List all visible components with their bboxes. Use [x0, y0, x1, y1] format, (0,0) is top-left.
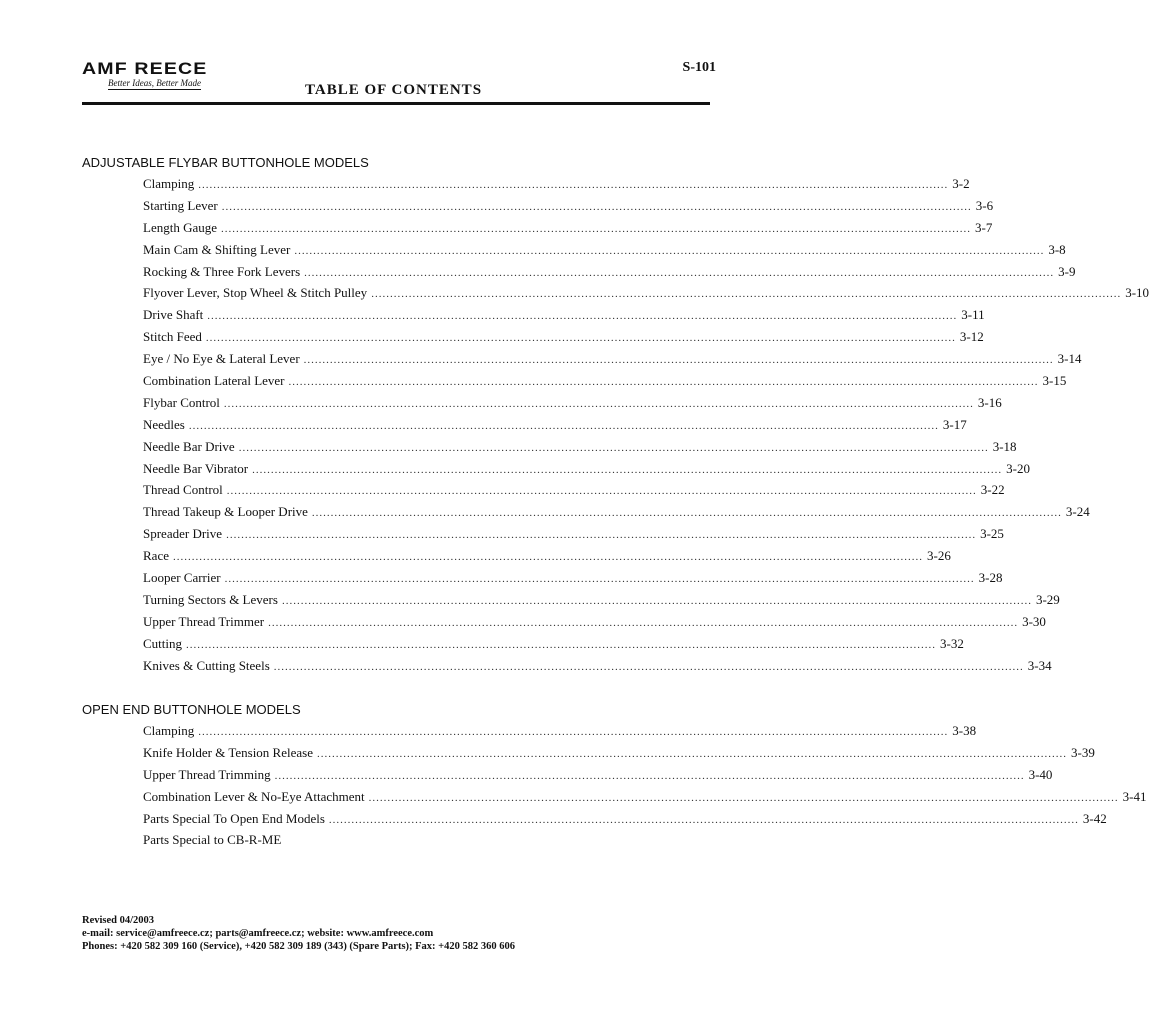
toc-entry	[143, 723, 977, 745]
dot-leader: ........................................................................................................................................................................................................	[288, 376, 1039, 389]
logo-tagline: Better Ideas, Better Made	[108, 78, 201, 88]
toc-entry	[143, 657, 1052, 680]
toc-entry	[143, 832, 662, 854]
header-divider	[82, 102, 710, 105]
toc-entry	[143, 788, 1147, 811]
toc-entry-title: Drive Shaft	[143, 307, 204, 323]
page-footer	[82, 914, 515, 953]
toc-entry-title: Main Cam & Shifting Lever	[143, 241, 291, 257]
dot-leader: ........................................................................................................................................................................................................	[198, 726, 949, 738]
contact-phones: Phones: +420 582 309 160 (Service), +420 582 309 189 (343) (Spare Parts); Fax: +420 582 360 606	[82, 941, 516, 952]
toc-entry-page: 3-22	[980, 482, 1005, 498]
toc-entry-page: 3-29	[1035, 591, 1060, 607]
toc-entry-page: 3-28	[978, 570, 1003, 586]
toc-entry-page: 3-42	[1082, 810, 1107, 826]
toc-entry-title: Spreader Drive	[143, 526, 223, 542]
toc-entry	[143, 810, 1107, 833]
toc-entry-page: 3-25	[980, 526, 1004, 542]
dot-leader: ........................................................................................................................................................................................................	[252, 463, 1003, 476]
dot-leader: ........................................................................................................................................................................................................	[328, 813, 1079, 826]
toc-entry-title: Knife Holder & Tension Release	[143, 744, 313, 760]
toc-entry-page: 3-39	[1070, 744, 1095, 760]
dot-leader: ........................................................................................................................................................................................................	[368, 791, 1119, 804]
toc-entry	[143, 241, 1066, 264]
toc-entry-page: 3-38	[952, 723, 977, 738]
toc-entry-page: 3-26	[926, 548, 951, 564]
toc-entry-title: Clamping	[143, 176, 195, 191]
page-title: TABLE OF CONTENTS	[305, 82, 483, 98]
toc-entry	[143, 329, 984, 351]
toc-entry	[143, 351, 1082, 373]
dot-leader: ........................................................................................................................................................................................................	[274, 769, 1025, 782]
dot-leader: ........................................................................................................................................................................................................	[221, 222, 972, 235]
toc-entry-title: Needle Bar Vibrator	[143, 460, 249, 476]
toc-entry	[143, 438, 1017, 461]
toc-entry	[143, 219, 993, 242]
dot-leader: ........................................................................................................................................................................................................	[172, 551, 923, 564]
dot-leader: ........................................................................................................................................................................................................	[311, 507, 1062, 520]
dot-leader: ........................................................................................................................................................................................................	[188, 419, 939, 432]
toc-section-open-end	[82, 701, 1147, 854]
toc-entry-title: Parts Special to CB-R-ME	[143, 832, 282, 848]
dot-leader: ........................................................................................................................................................................................................	[221, 200, 972, 213]
toc-entry-title: Thread Control	[143, 482, 223, 498]
toc-entry-title: Upper Thread Trimmer	[143, 613, 265, 629]
toc-entry	[143, 263, 1076, 286]
dot-leader: ........................................................................................................................................................................................................	[304, 266, 1055, 279]
toc-entry-page: 3-15	[1042, 373, 1067, 389]
dot-leader: ........................................................................................................................................................................................................	[205, 332, 956, 345]
toc-entry-title: Combination Lateral Lever	[143, 373, 285, 389]
toc-entry-title: Needles	[143, 416, 185, 432]
toc-entry-title: Race	[143, 548, 169, 564]
toc-entry-page: 3-34	[1027, 657, 1052, 673]
logo-wordmark: AMF REECE	[82, 59, 208, 78]
toc-entry-title: Turning Sectors & Levers	[143, 591, 278, 607]
toc-entry-title: Parts Special To Open End Models	[143, 810, 325, 826]
toc-entry	[143, 176, 970, 198]
toc-entry-page: 3-17	[942, 416, 967, 432]
toc-entry-title: Flybar Control	[143, 394, 220, 410]
toc-entry-page: 3-7	[975, 219, 993, 235]
toc-entry-page: 3-14	[1057, 351, 1082, 367]
toc-entry	[143, 570, 1003, 592]
toc-entry	[143, 613, 1046, 636]
toc-entry-page: 3-32	[940, 635, 964, 651]
toc-entry-page: 3-16	[977, 394, 1002, 410]
toc-entry-title: Length Gauge	[143, 219, 218, 235]
toc-entry	[143, 635, 964, 658]
toc-entry-page: 3-18	[992, 438, 1017, 454]
dot-leader: ........................................................................................................................................................................................................	[281, 594, 1032, 607]
toc-entry-title: Combination Lever & No-Eye Attachment	[143, 788, 365, 804]
toc-entry	[143, 766, 1053, 789]
toc-entry-title: Needle Bar Drive	[143, 438, 235, 454]
toc-entry-page: 3-10	[1125, 285, 1149, 301]
dot-leader: ........................................................................................................................................................................................................	[186, 638, 937, 651]
toc-entry-page: 3-41	[1122, 788, 1147, 804]
dot-leader: ........................................................................................................................................................................................................	[224, 573, 975, 586]
document-id: S-101	[682, 60, 716, 75]
toc-entry-title: Starting Lever	[143, 197, 218, 213]
dot-leader: ........................................................................................................................................................................................................	[268, 616, 1019, 629]
toc-entry	[143, 197, 994, 220]
toc-entry-title: Eye / No Eye & Lateral Lever	[143, 351, 300, 367]
toc-entry	[143, 744, 1095, 767]
toc-entry-page: 3-2	[952, 176, 970, 191]
contact-emails: e-mail: service@amfreece.cz; parts@amfreece.cz; website: www.amfreece.com	[82, 928, 434, 939]
toc-entry-page: 3-8	[1048, 241, 1066, 257]
toc-entry-title: Rocking & Three Fork Levers	[143, 263, 301, 279]
toc-entry-page: 3-9	[1058, 263, 1076, 279]
revision-date: Revised 04/2003	[82, 915, 155, 926]
toc-entry	[143, 591, 1060, 614]
toc-entry	[143, 416, 967, 439]
toc-entry-title: Clamping	[143, 723, 195, 738]
toc-entry	[143, 373, 1067, 395]
toc-entry-page: 3-12	[959, 329, 984, 345]
toc-entry-title: Looper Carrier	[143, 570, 221, 586]
toc-entry-page: 3-20	[1006, 460, 1030, 476]
toc-entry-page: 3-40	[1028, 766, 1053, 782]
toc-entry	[143, 482, 1005, 504]
company-logo	[82, 60, 268, 90]
toc-entry	[143, 460, 1030, 483]
dot-leader: ........................................................................................................................................................................................................	[223, 397, 974, 410]
toc-entry-title: Cutting	[143, 635, 183, 651]
dot-leader: ........................................................................................................................................................................................................	[226, 529, 977, 542]
toc-entry-title: Thread Takeup & Looper Drive	[143, 504, 308, 520]
dot-leader: ........................................................................................................................................................................................................	[198, 179, 949, 191]
toc-entry	[143, 285, 1149, 307]
toc-entry-page: 3-24	[1065, 504, 1090, 520]
dot-leader: ........................................................................................................................................................................................................	[316, 747, 1067, 760]
toc-entry	[143, 394, 1002, 417]
dot-leader: ........................................................................................................................................................................................................	[226, 485, 977, 498]
toc-entry-title: Upper Thread Trimming	[143, 766, 271, 782]
dot-leader: ........................................................................................................................................................................................................	[294, 244, 1045, 257]
toc-entry	[143, 526, 1004, 548]
section-heading: ADJUSTABLE FLYBAR BUTTONHOLE MODELS	[82, 155, 369, 170]
toc-entry-page: 3-30	[1022, 613, 1046, 629]
section-heading: OPEN END BUTTONHOLE MODELS	[82, 702, 301, 717]
toc-entry-page: 3-6	[975, 197, 994, 213]
dot-leader: ........................................................................................................................................................................................................	[207, 310, 958, 323]
toc-entry	[143, 548, 951, 570]
toc-entry	[143, 504, 1090, 526]
dot-leader: ........................................................................................................................................................................................................	[371, 288, 1122, 301]
dot-leader: ........................................................................................................................................................................................................	[273, 660, 1024, 673]
toc-entry-title: Flyover Lever, Stop Wheel & Stitch Pulley	[143, 285, 368, 301]
toc-entry	[143, 307, 985, 329]
toc-entry-title: Knives & Cutting Steels	[143, 657, 270, 673]
dot-leader: ........................................................................................................................................................................................................	[303, 354, 1054, 367]
dot-leader: ........................................................................................................................................................................................................	[238, 441, 989, 454]
toc-entry-title: Stitch Feed	[143, 329, 202, 345]
toc-section-adjustable-flybar	[82, 154, 1149, 679]
toc-entry-page: 3-11	[961, 307, 985, 323]
